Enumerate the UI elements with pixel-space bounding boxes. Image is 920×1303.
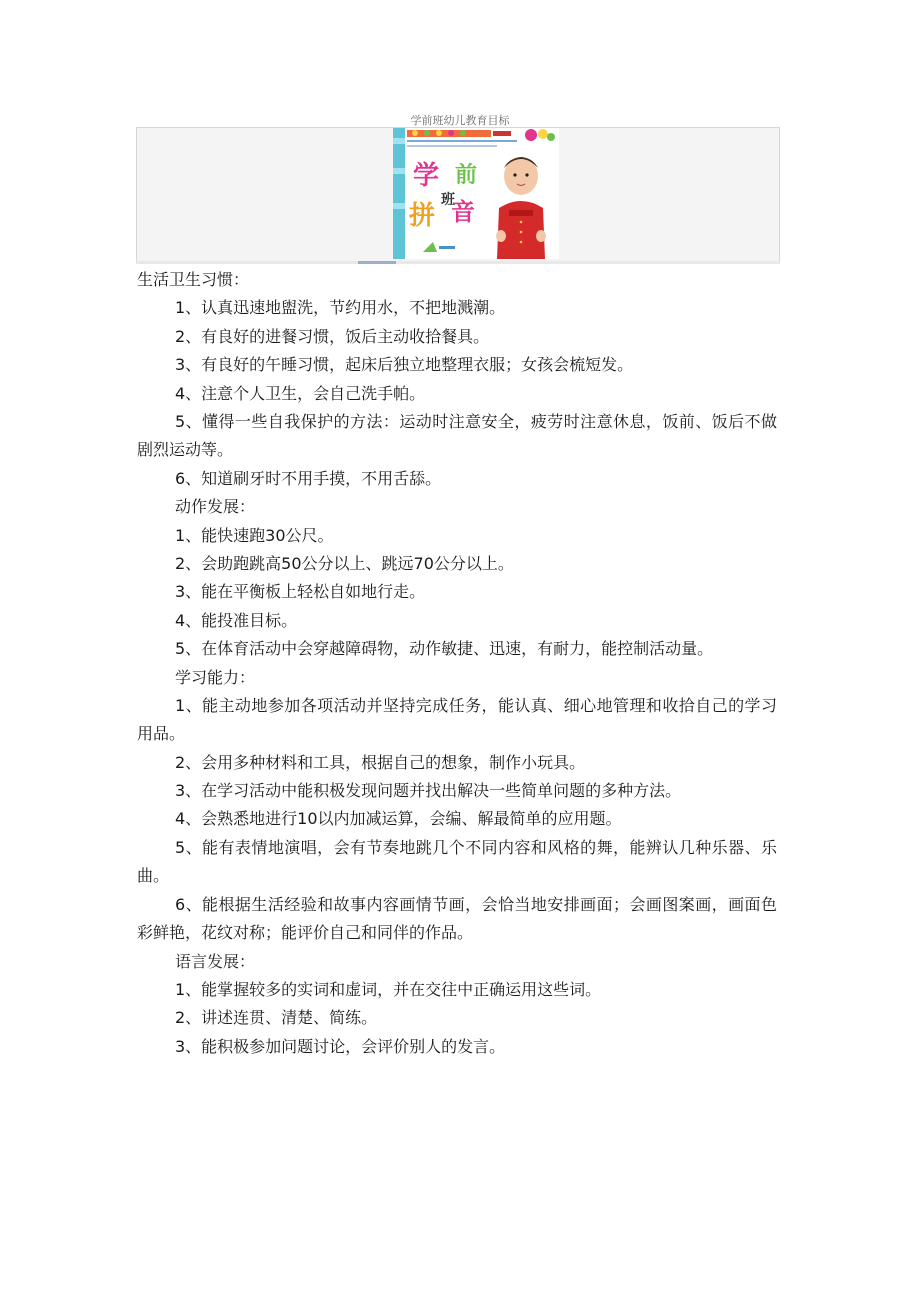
- list-item: 5、懂得一些自我保护的方法：运动时注意安全，疲劳时注意休息，饭前、饭后不做剧烈运动等。: [137, 411, 777, 460]
- list-item: 4、注意个人卫生，会自己洗手帕。: [175, 383, 426, 403]
- cover-char-yin: 音: [451, 198, 475, 226]
- list-item: 1、能掌握较多的实词和虚词，并在交往中正确运用这些词。: [175, 979, 602, 999]
- cover-char-ban: 班: [441, 192, 455, 208]
- list-item: 5、能有表情地演唱，会有节奏地跳几个不同内容和风格的舞，能辨认几种乐器、乐曲。: [137, 837, 777, 886]
- list-item: 3、有良好的午睡习惯，起床后独立地整理衣服；女孩会梳短发。: [175, 355, 634, 375]
- list-item: 4、能投准目标。: [175, 610, 298, 630]
- list-item: 2、有良好的进餐习惯，饭后主动收拾餐具。: [175, 326, 490, 346]
- section-heading: 动作发展：: [175, 497, 256, 517]
- list-item: 3、能在平衡板上轻松自如地行走。: [175, 582, 426, 602]
- cover-char-pin: 拼: [409, 201, 436, 231]
- list-item: 6、能根据生活经验和故事内容画情节画，会恰当地安排画面；会画图案画，画面色彩鲜艳，花纹对称；能评价自己和同伴的作品。: [137, 894, 777, 943]
- document-body: [137, 266, 777, 1061]
- list-item: 2、会用多种材料和工具，根据自己的想象，制作小玩具。: [175, 752, 586, 772]
- book-cover-image: [393, 128, 559, 259]
- list-item: 3、在学习活动中能积极发现问题并找出解决一些简单问题的多种方法。: [175, 781, 682, 801]
- list-item: 1、能快速跑30公尺。: [175, 525, 334, 545]
- banner-scroll-thumb[interactable]: [358, 261, 396, 264]
- cover-char-xue: 学: [413, 161, 440, 191]
- list-item: 6、知道刷牙时不用手摸，不用舌舔。: [175, 468, 442, 488]
- banner-scroll-track: [136, 261, 780, 264]
- list-item: 1、认真迅速地盥洗，节约用水，不把地溅潮。: [175, 298, 506, 318]
- page-header: 学前班幼儿教育目标: [410, 114, 510, 127]
- list-item: 3、能积极参加问题讨论，会评价别人的发言。: [175, 1036, 506, 1056]
- section-heading: 生活卫生习惯：: [137, 270, 250, 289]
- list-item: 1、能主动地参加各项活动并坚持完成任务，能认真、细心地管理和收拾自己的学习用品。: [137, 695, 777, 744]
- list-item: 2、会助跑跳高50公分以上、跳远70公分以上。: [175, 553, 514, 573]
- list-item: 4、会熟悉地进行10以内加减运算，会编、解最简单的应用题。: [175, 809, 622, 829]
- list-item: 5、在体育活动中会穿越障碍物，动作敏捷、迅速，有耐力，能控制活动量。: [175, 639, 714, 659]
- cover-char-qian: 前: [455, 163, 478, 188]
- section-heading: 学习能力：: [175, 667, 256, 687]
- section-heading: 语言发展：: [175, 951, 256, 971]
- list-item: 2、讲述连贯、清楚、简练。: [175, 1008, 378, 1028]
